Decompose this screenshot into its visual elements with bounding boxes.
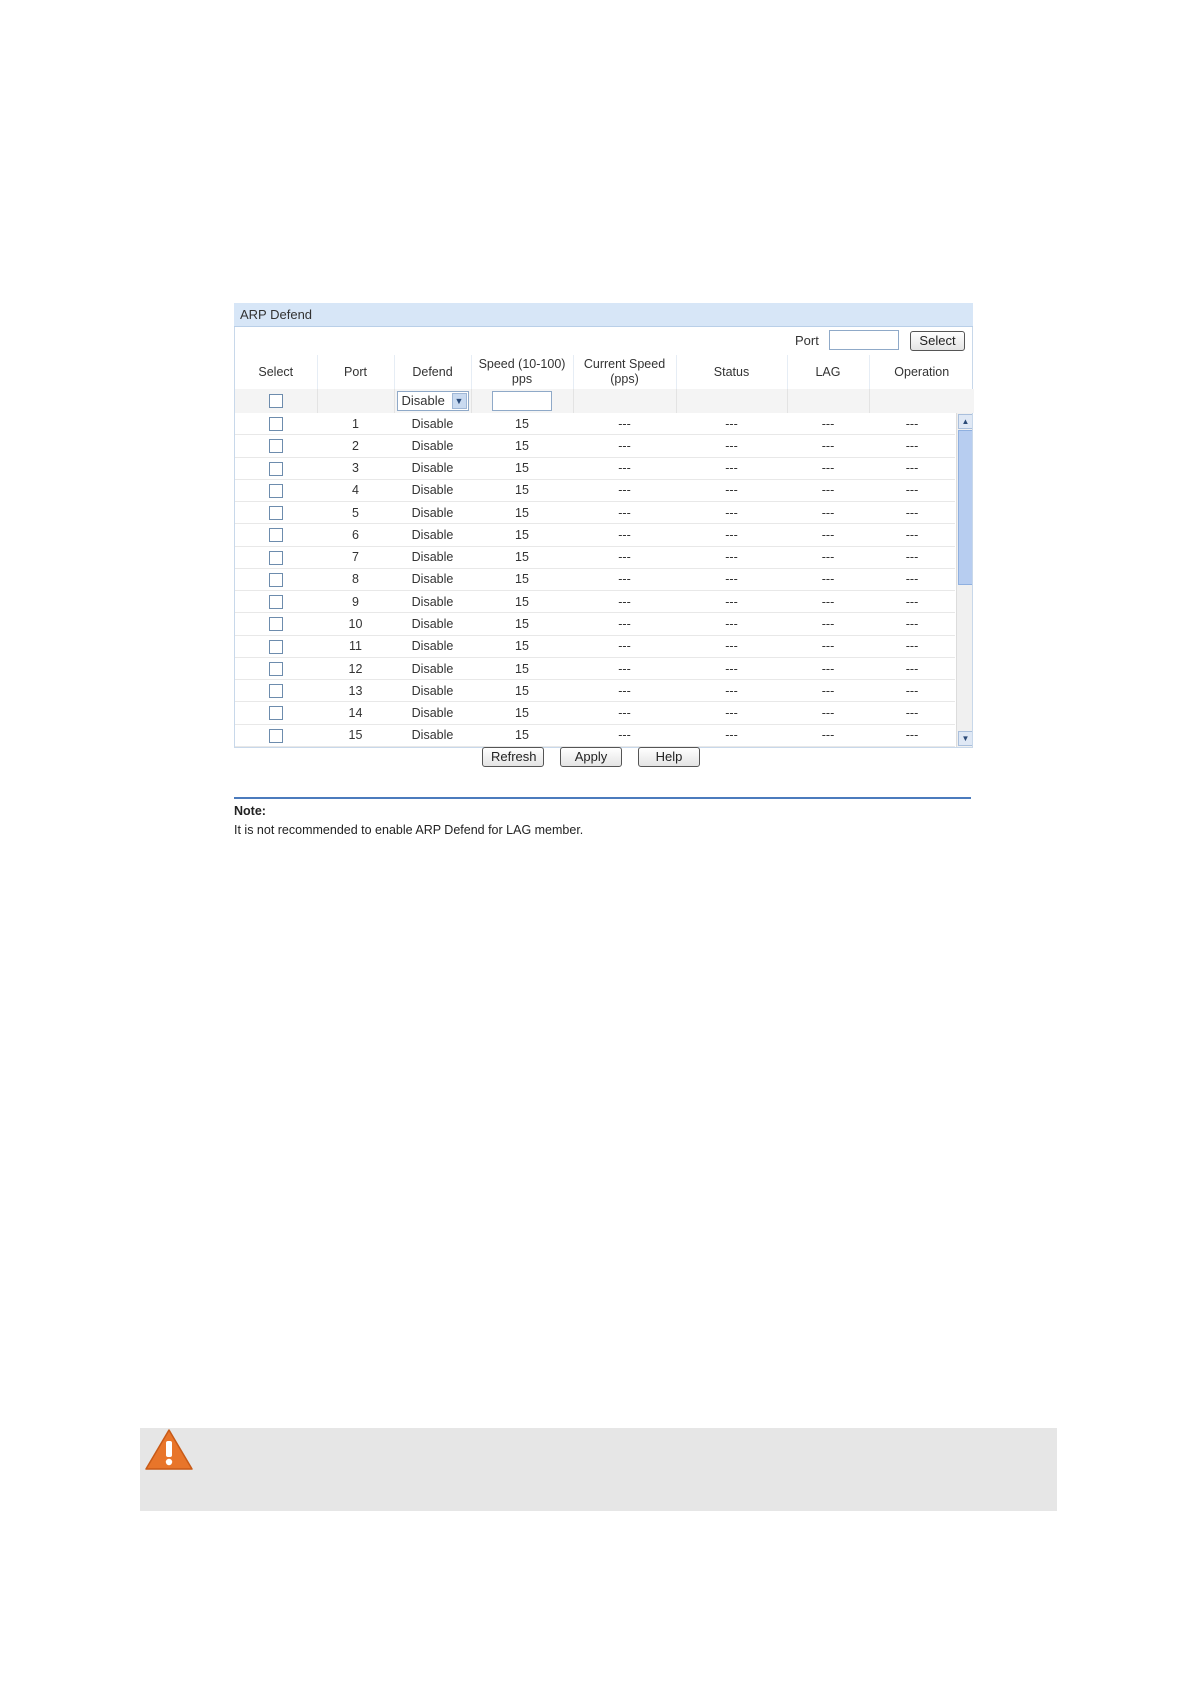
row-select-cell[interactable] bbox=[235, 657, 317, 679]
table-row bbox=[235, 635, 955, 657]
column-header-operation: Operation bbox=[894, 364, 950, 379]
row-defend: Disable bbox=[394, 502, 471, 524]
row-select-cell[interactable] bbox=[235, 680, 317, 702]
row-current-speed: --- bbox=[573, 613, 676, 635]
row-speed: 15 bbox=[471, 457, 573, 479]
table-row bbox=[235, 680, 955, 702]
row-defend: Disable bbox=[394, 702, 471, 724]
checkbox-icon[interactable] bbox=[269, 506, 283, 520]
row-port: 2 bbox=[317, 435, 394, 457]
table-row bbox=[235, 524, 955, 546]
row-defend: Disable bbox=[394, 613, 471, 635]
row-operation: --- bbox=[869, 546, 955, 568]
row-lag: --- bbox=[787, 568, 869, 590]
row-status: --- bbox=[676, 502, 787, 524]
panel-title: ARP Defend bbox=[234, 303, 973, 327]
row-speed: 15 bbox=[471, 524, 573, 546]
row-speed: 15 bbox=[471, 413, 573, 435]
table-row bbox=[235, 591, 955, 613]
table-row bbox=[235, 479, 955, 501]
row-status: --- bbox=[676, 568, 787, 590]
column-header-current-speed: Current Speed (pps) bbox=[573, 355, 676, 389]
row-select-cell[interactable] bbox=[235, 568, 317, 590]
row-current-speed: --- bbox=[573, 702, 676, 724]
row-lag: --- bbox=[787, 502, 869, 524]
row-defend: Disable bbox=[394, 479, 471, 501]
row-current-speed: --- bbox=[573, 457, 676, 479]
row-operation: --- bbox=[869, 702, 955, 724]
bulk-speed-input[interactable] bbox=[492, 391, 552, 411]
row-status: --- bbox=[676, 635, 787, 657]
row-lag: --- bbox=[787, 479, 869, 501]
checkbox-icon[interactable] bbox=[269, 551, 283, 565]
row-operation: --- bbox=[869, 613, 955, 635]
row-port: 3 bbox=[317, 457, 394, 479]
row-select-cell[interactable] bbox=[235, 546, 317, 568]
row-port: 13 bbox=[317, 680, 394, 702]
row-lag: --- bbox=[787, 457, 869, 479]
row-defend: Disable bbox=[394, 657, 471, 679]
row-operation: --- bbox=[869, 435, 955, 457]
row-operation: --- bbox=[869, 413, 955, 435]
row-port: 10 bbox=[317, 613, 394, 635]
row-operation: --- bbox=[869, 657, 955, 679]
checkbox-icon[interactable] bbox=[269, 573, 283, 587]
row-select-cell[interactable] bbox=[235, 435, 317, 457]
arp-defend-grid bbox=[234, 327, 973, 748]
row-port: 5 bbox=[317, 502, 394, 524]
row-lag: --- bbox=[787, 702, 869, 724]
row-port: 14 bbox=[317, 702, 394, 724]
port-search-row bbox=[235, 327, 972, 355]
table-row bbox=[235, 457, 955, 479]
bulk-speed-cell bbox=[471, 389, 573, 413]
checkbox-icon[interactable] bbox=[269, 617, 283, 631]
checkbox-icon[interactable] bbox=[269, 640, 283, 654]
column-header-select: Select bbox=[235, 355, 317, 389]
bulk-edit-row bbox=[235, 389, 974, 413]
row-status: --- bbox=[676, 435, 787, 457]
row-speed: 15 bbox=[471, 435, 573, 457]
row-lag: --- bbox=[787, 724, 869, 746]
chevron-down-icon[interactable]: ▼ bbox=[452, 393, 467, 409]
checkbox-icon[interactable] bbox=[269, 595, 283, 609]
row-lag: --- bbox=[787, 680, 869, 702]
row-speed: 15 bbox=[471, 657, 573, 679]
row-port: 11 bbox=[317, 635, 394, 657]
row-speed: 15 bbox=[471, 635, 573, 657]
action-bar bbox=[0, 747, 1191, 771]
checkbox-icon[interactable] bbox=[269, 528, 283, 542]
port-search-input[interactable] bbox=[829, 330, 899, 350]
help-button[interactable]: Help bbox=[638, 747, 700, 767]
table-row bbox=[235, 724, 955, 746]
row-current-speed: --- bbox=[573, 657, 676, 679]
row-defend: Disable bbox=[394, 724, 471, 746]
column-header-defend: Defend bbox=[394, 355, 471, 389]
row-current-speed: --- bbox=[573, 479, 676, 501]
row-defend: Disable bbox=[394, 524, 471, 546]
row-port: 15 bbox=[317, 724, 394, 746]
select-button[interactable]: Select bbox=[910, 331, 965, 351]
note-text: It is not recommended to enable ARP Defend for LAG member. bbox=[234, 823, 584, 837]
refresh-button[interactable]: Refresh bbox=[482, 747, 544, 767]
row-speed: 15 bbox=[471, 613, 573, 635]
bulk-defend-value: Disable bbox=[401, 393, 445, 408]
row-port: 9 bbox=[317, 591, 394, 613]
row-defend: Disable bbox=[394, 435, 471, 457]
row-lag: --- bbox=[787, 546, 869, 568]
row-status: --- bbox=[676, 479, 787, 501]
row-lag: --- bbox=[787, 635, 869, 657]
row-operation: --- bbox=[869, 479, 955, 501]
row-current-speed: --- bbox=[573, 502, 676, 524]
row-select-cell[interactable] bbox=[235, 591, 317, 613]
row-select-cell[interactable] bbox=[235, 635, 317, 657]
row-select-cell[interactable] bbox=[235, 702, 317, 724]
row-select-cell[interactable] bbox=[235, 502, 317, 524]
row-current-speed: --- bbox=[573, 591, 676, 613]
select-all-cell bbox=[235, 389, 317, 413]
row-speed: 15 bbox=[471, 702, 573, 724]
column-header-speed: Speed (10-100) pps bbox=[471, 355, 573, 389]
table-row bbox=[235, 702, 955, 724]
row-select-cell[interactable] bbox=[235, 413, 317, 435]
apply-button[interactable]: Apply bbox=[560, 747, 622, 767]
select-all-checkbox-icon[interactable] bbox=[269, 394, 283, 408]
table-row bbox=[235, 613, 955, 635]
row-current-speed: --- bbox=[573, 724, 676, 746]
checkbox-icon[interactable] bbox=[269, 462, 283, 476]
row-operation: --- bbox=[869, 724, 955, 746]
row-lag: --- bbox=[787, 524, 869, 546]
row-speed: 15 bbox=[471, 479, 573, 501]
note-divider bbox=[234, 797, 971, 799]
row-speed: 15 bbox=[471, 568, 573, 590]
row-current-speed: --- bbox=[573, 635, 676, 657]
vertical-scrollbar[interactable] bbox=[956, 413, 972, 747]
row-defend: Disable bbox=[394, 546, 471, 568]
row-port: 6 bbox=[317, 524, 394, 546]
header-table bbox=[235, 355, 974, 413]
row-operation: --- bbox=[869, 568, 955, 590]
checkbox-icon[interactable] bbox=[269, 684, 283, 698]
row-operation: --- bbox=[869, 502, 955, 524]
row-current-speed: --- bbox=[573, 680, 676, 702]
row-operation: --- bbox=[869, 524, 955, 546]
row-current-speed: --- bbox=[573, 568, 676, 590]
checkbox-icon[interactable] bbox=[269, 417, 283, 431]
table-row bbox=[235, 657, 955, 679]
row-status: --- bbox=[676, 546, 787, 568]
warning-box bbox=[140, 1428, 1057, 1511]
checkbox-icon[interactable] bbox=[269, 484, 283, 498]
port-rows bbox=[235, 413, 955, 747]
table-row bbox=[235, 546, 955, 568]
arrow-down-icon[interactable]: ▼ bbox=[958, 731, 972, 746]
row-operation: --- bbox=[869, 457, 955, 479]
row-operation: --- bbox=[869, 680, 955, 702]
row-lag: --- bbox=[787, 435, 869, 457]
row-defend: Disable bbox=[394, 457, 471, 479]
note-title: Note: bbox=[234, 804, 266, 818]
row-status: --- bbox=[676, 613, 787, 635]
row-status: --- bbox=[676, 413, 787, 435]
row-port: 4 bbox=[317, 479, 394, 501]
row-lag: --- bbox=[787, 591, 869, 613]
row-status: --- bbox=[676, 657, 787, 679]
row-status: --- bbox=[676, 457, 787, 479]
table-row bbox=[235, 413, 955, 435]
column-header-port: Port bbox=[317, 355, 394, 389]
checkbox-icon[interactable] bbox=[269, 729, 283, 743]
row-speed: 15 bbox=[471, 546, 573, 568]
checkbox-icon[interactable] bbox=[269, 662, 283, 676]
row-current-speed: --- bbox=[573, 524, 676, 546]
row-speed: 15 bbox=[471, 591, 573, 613]
row-status: --- bbox=[676, 591, 787, 613]
table-row bbox=[235, 435, 955, 457]
row-select-cell[interactable] bbox=[235, 524, 317, 546]
row-defend: Disable bbox=[394, 591, 471, 613]
row-status: --- bbox=[676, 680, 787, 702]
table-body-scroll-area[interactable] bbox=[235, 413, 972, 747]
row-status: --- bbox=[676, 524, 787, 546]
column-header-row bbox=[235, 355, 974, 389]
table-row bbox=[235, 502, 955, 524]
row-current-speed: --- bbox=[573, 546, 676, 568]
row-lag: --- bbox=[787, 613, 869, 635]
row-port: 8 bbox=[317, 568, 394, 590]
row-select-cell[interactable] bbox=[235, 613, 317, 635]
bulk-defend-cell bbox=[394, 389, 471, 413]
arp-defend-panel bbox=[234, 303, 973, 748]
row-speed: 15 bbox=[471, 724, 573, 746]
row-select-cell[interactable] bbox=[235, 724, 317, 746]
row-speed: 15 bbox=[471, 680, 573, 702]
row-status: --- bbox=[676, 702, 787, 724]
row-speed: 15 bbox=[471, 502, 573, 524]
row-defend: Disable bbox=[394, 413, 471, 435]
row-lag: --- bbox=[787, 413, 869, 435]
table-row bbox=[235, 568, 955, 590]
row-port: 1 bbox=[317, 413, 394, 435]
warning-icon bbox=[144, 1428, 194, 1472]
row-lag: --- bbox=[787, 657, 869, 679]
port-table bbox=[235, 413, 955, 747]
row-defend: Disable bbox=[394, 635, 471, 657]
row-select-cell[interactable] bbox=[235, 479, 317, 501]
port-search-label: Port bbox=[795, 333, 819, 348]
arrow-up-icon[interactable]: ▲ bbox=[958, 414, 972, 429]
row-defend: Disable bbox=[394, 680, 471, 702]
bulk-defend-select[interactable] bbox=[397, 391, 469, 411]
scrollbar-thumb[interactable] bbox=[958, 430, 972, 585]
row-operation: --- bbox=[869, 591, 955, 613]
row-port: 7 bbox=[317, 546, 394, 568]
checkbox-icon[interactable] bbox=[269, 439, 283, 453]
checkbox-icon[interactable] bbox=[269, 706, 283, 720]
row-current-speed: --- bbox=[573, 413, 676, 435]
row-operation: --- bbox=[869, 635, 955, 657]
row-current-speed: --- bbox=[573, 435, 676, 457]
row-select-cell[interactable] bbox=[235, 457, 317, 479]
row-defend: Disable bbox=[394, 568, 471, 590]
row-status: --- bbox=[676, 724, 787, 746]
column-header-status: Status bbox=[676, 355, 787, 389]
column-header-lag: LAG bbox=[787, 355, 869, 389]
row-port: 12 bbox=[317, 657, 394, 679]
